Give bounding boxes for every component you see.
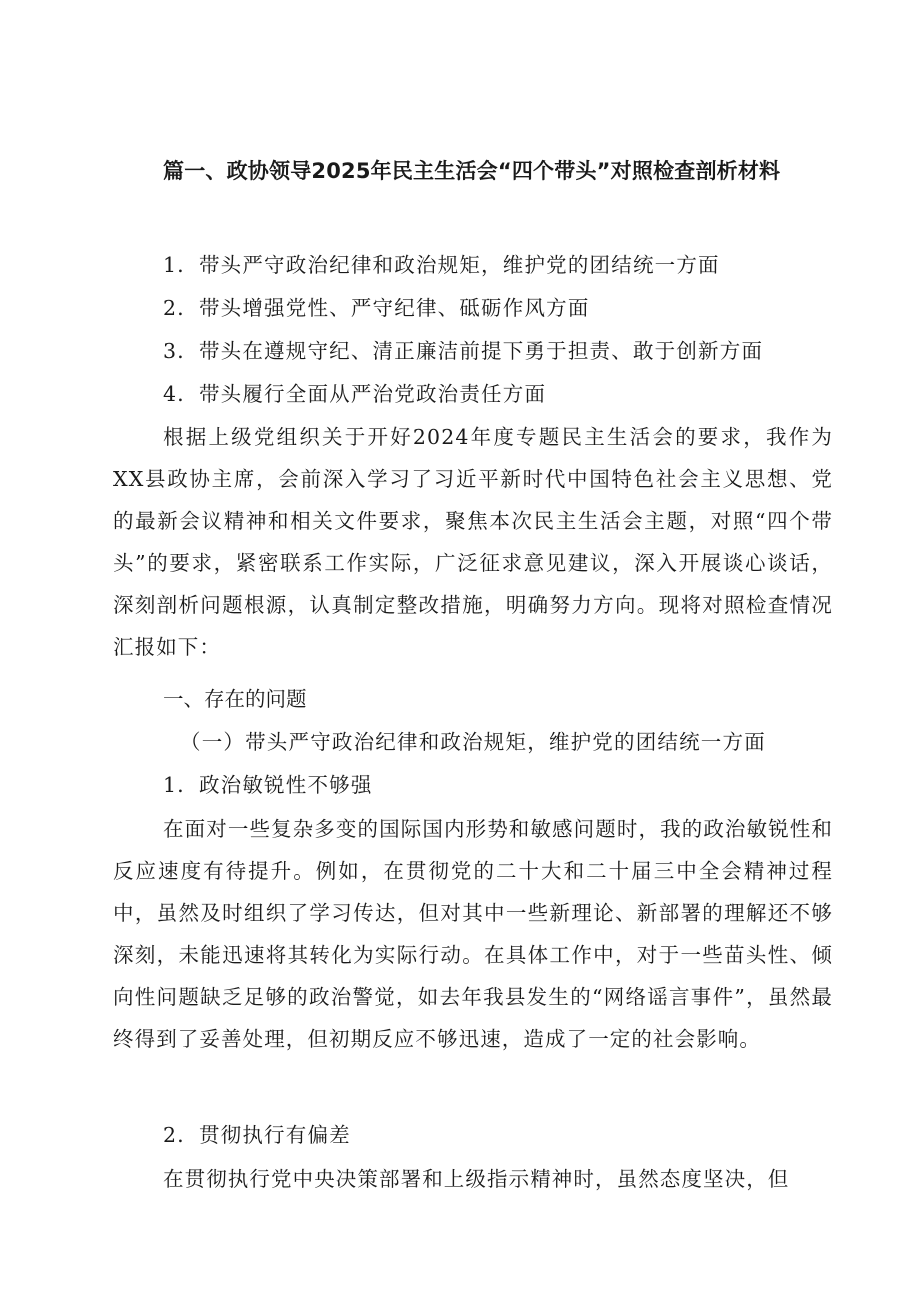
- item-2-body: 在贯彻执行党中央决策部署和上级指示精神时，虽然态度坚决，但: [163, 1167, 790, 1191]
- intro-paragraph: 根据上级党组织关于开好2024年度专题民主生活会的要求，我作为XX县政协主席，会前深入学习了习近平新时代中国特色社会主义思想、党的最新会议精神和相关文件要求，聚焦本次民主生活会主题，对照“四个带头”的要求，紧密联系工作实际，广泛征求意见建议，深入开展谈心谈话，深刻剖析问题根源，认真制定整改措施，明确努力方向。现将对照检查情况汇报如下：: [113, 425, 833, 659]
- outline-item-4: 4．带头履行全面从严治党政治责任方面: [163, 382, 547, 406]
- outline-item-3: 3．带头在遵规守纪、清正廉洁前提下勇于担责、敢于创新方面: [163, 339, 764, 363]
- section-heading-problems: 一、存在的问题: [163, 687, 307, 711]
- subsection-heading: （一）带头严守政治纪律和政治规矩，维护党的团结统一方面: [180, 730, 766, 754]
- item-1-body: 在面对一些复杂多变的国际国内形势和敏感问题时，我的政治敏锐性和反应速度有待提升。例如，在贯彻党的二十大和二十届三中全会精神过程中，虽然及时组织了学习传达，但对其中一些新理论、新部署的理解还不够深刻，未能迅速将其转化为实际行动。在具体工作中，对于一些苗头性、倾向性问题缺乏足够的政治警觉，如去年我县发生的“网络谣言事件”，虽然最终得到了妥善处理，但初期反应不够迅速，造成了一定的社会影响。: [113, 817, 833, 1051]
- document-title: 篇一、政协领导2025年民主生活会“四个带头”对照检查剖析材料: [163, 159, 781, 183]
- outline-item-1: 1．带头严守政治纪律和政治规矩，维护党的团结统一方面: [163, 253, 720, 277]
- item-1-title: 1．政治敏锐性不够强: [163, 773, 373, 797]
- item-2-title: 2．贯彻执行有偏差: [163, 1123, 351, 1147]
- outline-item-2: 2．带头增强党性、严守纪律、砥砺作风方面: [163, 296, 590, 320]
